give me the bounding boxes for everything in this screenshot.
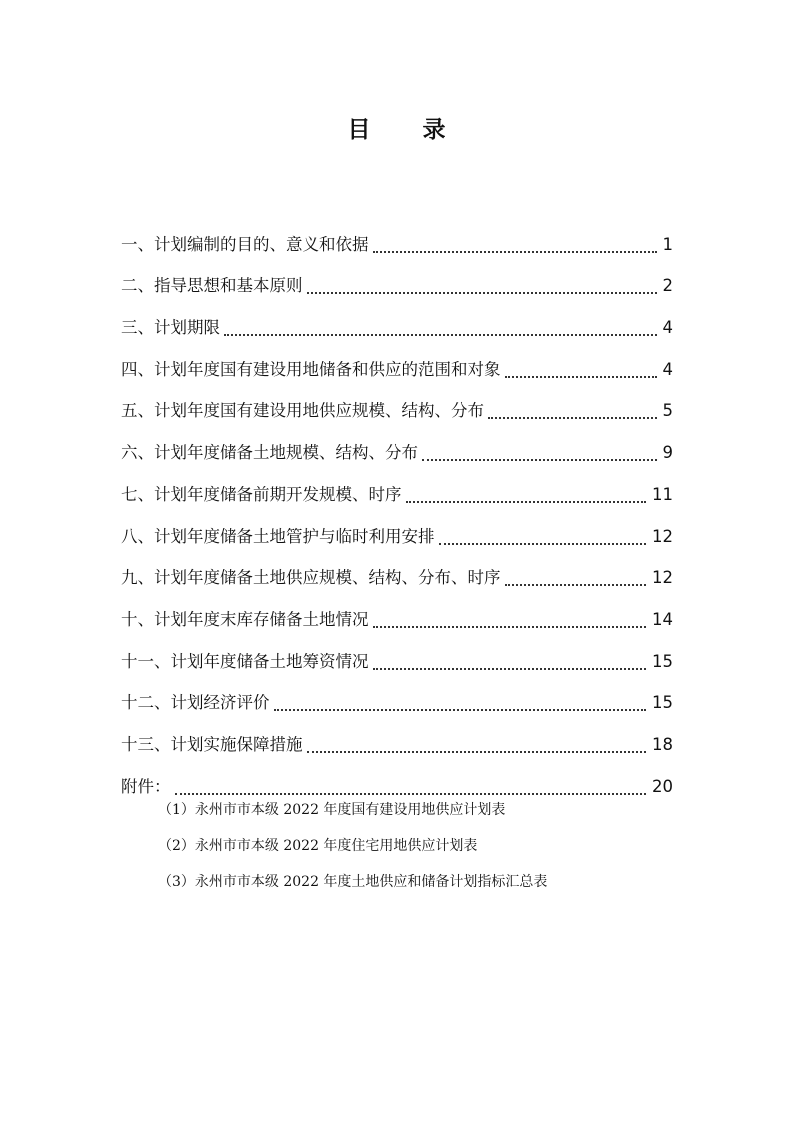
attachment-item: （1）永州市市本级 2022 年度国有建设用地供应计划表 <box>158 802 506 818</box>
toc-leader-dots <box>373 250 657 253</box>
toc-entry-page: 5 <box>662 401 673 421</box>
toc-entry[interactable] <box>121 301 673 343</box>
toc-entry-page: 12 <box>652 526 673 546</box>
toc-leader-dots <box>505 583 647 586</box>
toc-leader-dots <box>439 542 647 545</box>
attachment-list <box>158 792 678 900</box>
toc-leader-dots <box>307 750 647 753</box>
toc-entry-label: 十一、计划年度储备土地筹资情况 <box>121 651 369 671</box>
toc-leader-dots <box>224 333 657 336</box>
toc-leader-dots <box>406 500 647 503</box>
toc-leader-dots <box>373 667 647 670</box>
toc-entry[interactable] <box>121 510 673 552</box>
toc-entry-page: 9 <box>662 443 673 463</box>
toc-leader-dots <box>422 458 657 461</box>
toc-entry[interactable] <box>121 426 673 468</box>
toc-entry-page: 14 <box>652 609 673 629</box>
toc-entry[interactable] <box>121 385 673 427</box>
table-of-contents <box>121 218 673 802</box>
toc-entry-label: 十三、计划实施保障措施 <box>121 734 303 754</box>
toc-entry-label: 八、计划年度储备土地管护与临时利用安排 <box>121 526 435 546</box>
toc-entry[interactable] <box>121 552 673 594</box>
toc-entry-label: 二、指导思想和基本原则 <box>121 276 303 296</box>
toc-entry-page: 4 <box>662 318 673 338</box>
toc-entry[interactable] <box>121 635 673 677</box>
toc-entry[interactable] <box>121 468 673 510</box>
toc-entry-label: 九、计划年度储备土地供应规模、结构、分布、时序 <box>121 568 501 588</box>
toc-entry-label: 七、计划年度储备前期开发规模、时序 <box>121 484 402 504</box>
toc-entry[interactable] <box>121 218 673 260</box>
toc-entry-page: 4 <box>662 359 673 379</box>
toc-entry-label: 五、计划年度国有建设用地供应规模、结构、分布 <box>121 401 484 421</box>
page-title: 目 录 <box>347 117 468 143</box>
toc-entry-label: 一、计划编制的目的、意义和依据 <box>121 234 369 254</box>
toc-leader-dots <box>505 375 657 378</box>
toc-entry-page: 11 <box>652 484 673 504</box>
toc-leader-dots <box>307 291 657 294</box>
toc-entry[interactable] <box>121 593 673 635</box>
toc-entry-page: 2 <box>662 276 673 296</box>
toc-entry-label: 十二、计划经济评价 <box>121 693 270 713</box>
toc-entry-label: 三、计划期限 <box>121 318 220 338</box>
toc-entry[interactable] <box>121 260 673 302</box>
toc-entry-label: 附件： <box>121 776 171 796</box>
toc-leader-dots <box>274 708 647 711</box>
toc-entry-label: 十、计划年度末库存储备土地情况 <box>121 609 369 629</box>
toc-entry-page: 20 <box>652 776 673 796</box>
attachment-item: （2）永州市市本级 2022 年度住宅用地供应计划表 <box>158 838 478 854</box>
toc-entry-page: 15 <box>652 693 673 713</box>
toc-entry-label: 六、计划年度储备土地规模、结构、分布 <box>121 443 418 463</box>
toc-entry[interactable] <box>121 343 673 385</box>
toc-entry-page: 1 <box>662 234 673 254</box>
toc-entry[interactable] <box>121 718 673 760</box>
toc-entry-page: 15 <box>652 651 673 671</box>
attachment-item: （3）永州市市本级 2022 年度土地供应和储备计划指标汇总表 <box>158 874 548 890</box>
toc-leader-dots <box>488 416 657 419</box>
toc-entry-page: 18 <box>652 734 673 754</box>
toc-entry-label: 四、计划年度国有建设用地储备和供应的范围和对象 <box>121 359 501 379</box>
toc-entry-page: 12 <box>652 568 673 588</box>
toc-leader-dots <box>373 625 647 628</box>
toc-entry[interactable] <box>121 677 673 719</box>
